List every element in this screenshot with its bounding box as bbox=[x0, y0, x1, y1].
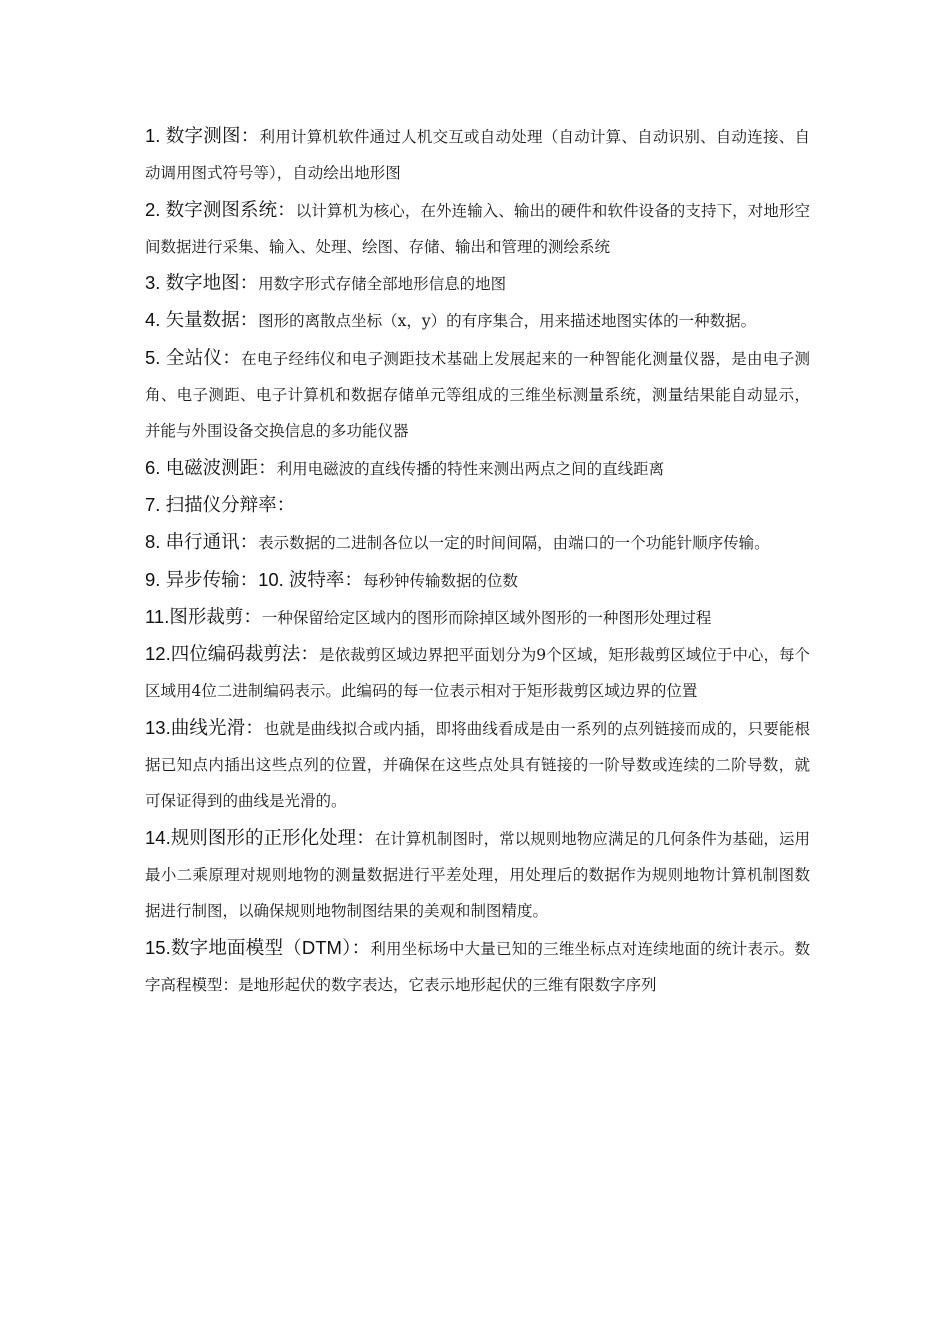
entry-term: 9. 异步传输：10. 波特率： bbox=[145, 568, 363, 590]
entry-11 bbox=[145, 599, 810, 636]
entry-14 bbox=[145, 820, 810, 930]
entry-12 bbox=[145, 636, 810, 710]
entry-7 bbox=[145, 487, 810, 524]
entry-definition: 每秒钟传输数据的位数 bbox=[362, 571, 518, 590]
entry-term: 7. 扫描仪分辩率： bbox=[145, 493, 296, 515]
entry-2 bbox=[145, 192, 810, 266]
entry-term: 14.规则图形的正形化处理： bbox=[145, 826, 375, 848]
entry-definition: 利用计算机软件通过人机交互或自动处理（自动计算、自动识别、自动连接、自动调用图式符号等），自动绘出地形图 bbox=[145, 128, 810, 183]
entry-definition: 用数字形式存储全部地形信息的地图 bbox=[258, 275, 507, 294]
document-body bbox=[145, 118, 810, 1003]
entry-term: 12.四位编码裁剪法： bbox=[145, 643, 319, 665]
entry-definition: 在计算机制图时，常以规则地物应满足的几何条件为基础，运用最小二乘原理对规则地物的测量数据进行平差处理，用处理后的数据作为规则地物计算机制图数据进行制图，以确保规则地物制图结果的美观和制图精度。 bbox=[145, 829, 810, 921]
entry-term: 3. 数字地图： bbox=[145, 272, 259, 294]
entry-5 bbox=[145, 340, 810, 450]
entry-term: 8. 串行通讯： bbox=[145, 531, 259, 553]
entry-15 bbox=[145, 930, 810, 1004]
entry-term: 6. 电磁波测距： bbox=[145, 456, 277, 478]
entry-term: 1. 数字测图： bbox=[145, 125, 260, 146]
entry-definition: 也就是曲线拟合或内插，即将曲线看成是由一系列的点列链接而成的，只要能根据已知点内插出这些点列的位置，并确保在这些点处具有链接的一阶导数或连续的二阶导数，就可保证得到的曲线是光滑的。 bbox=[145, 719, 810, 811]
entry-definition: 一种保留给定区域内的图形而除掉区域外图形的一种图形处理过程 bbox=[261, 608, 712, 627]
entry-4 bbox=[145, 302, 810, 339]
entry-term: 15.数字地面模型（DTM）： bbox=[145, 936, 371, 958]
entry-6 bbox=[145, 450, 810, 487]
entry-definition: 图形的离散点坐标（x，y）的有序集合，用来描述地图实体的一种数据。 bbox=[258, 312, 757, 331]
entry-definition: 是依裁剪区域边界把平面划分为9个区域，矩形裁剪区域位于中心，每个区域用4位二进制编码表示。此编码的每一位表示相对于矩形裁剪区域边界的位置 bbox=[145, 646, 811, 701]
entry-term: 2. 数字测图系统： bbox=[145, 198, 296, 220]
entry-term: 4. 矢量数据： bbox=[145, 309, 259, 331]
entry-term: 5. 全站仪： bbox=[145, 346, 242, 368]
entry-9 bbox=[145, 562, 810, 599]
entry-definition: 利用坐标场中大量已知的三维坐标点对连续地面的统计表示。数字高程模型：是地形起伏的数字表达，它表示地形起伏的三维有限数字序列 bbox=[145, 939, 810, 994]
entry-definition: 在电子经纬仪和电子测距技术基础上发展起来的一种智能化测量仪器，是由电子测角、电子测距、电子计算机和数据存储单元等组成的三维坐标测量系统，测量结果能自动显示，并能与外围设备交换信息的多功能仪器 bbox=[145, 349, 810, 441]
entry-term: 13.曲线光滑： bbox=[145, 716, 264, 738]
entry-term: 11.图形裁剪： bbox=[145, 605, 262, 627]
entry-definition: 以计算机为核心，在外连输入、输出的硬件和软件设备的支持下，对地形空间数据进行采集、输入、处理、绘图、存储、输出和管理的测绘系统 bbox=[145, 201, 810, 256]
entry-definition: 表示数据的二进制各位以一定的时间间隔，由端口的一个功能针顺序传输。 bbox=[258, 534, 770, 553]
entry-definition: 利用电磁波的直线传播的特性来测出两点之间的直线距离 bbox=[276, 459, 665, 478]
entry-1 bbox=[145, 118, 810, 192]
entry-3 bbox=[145, 265, 810, 302]
entry-8 bbox=[145, 524, 810, 561]
entry-13 bbox=[145, 710, 810, 820]
